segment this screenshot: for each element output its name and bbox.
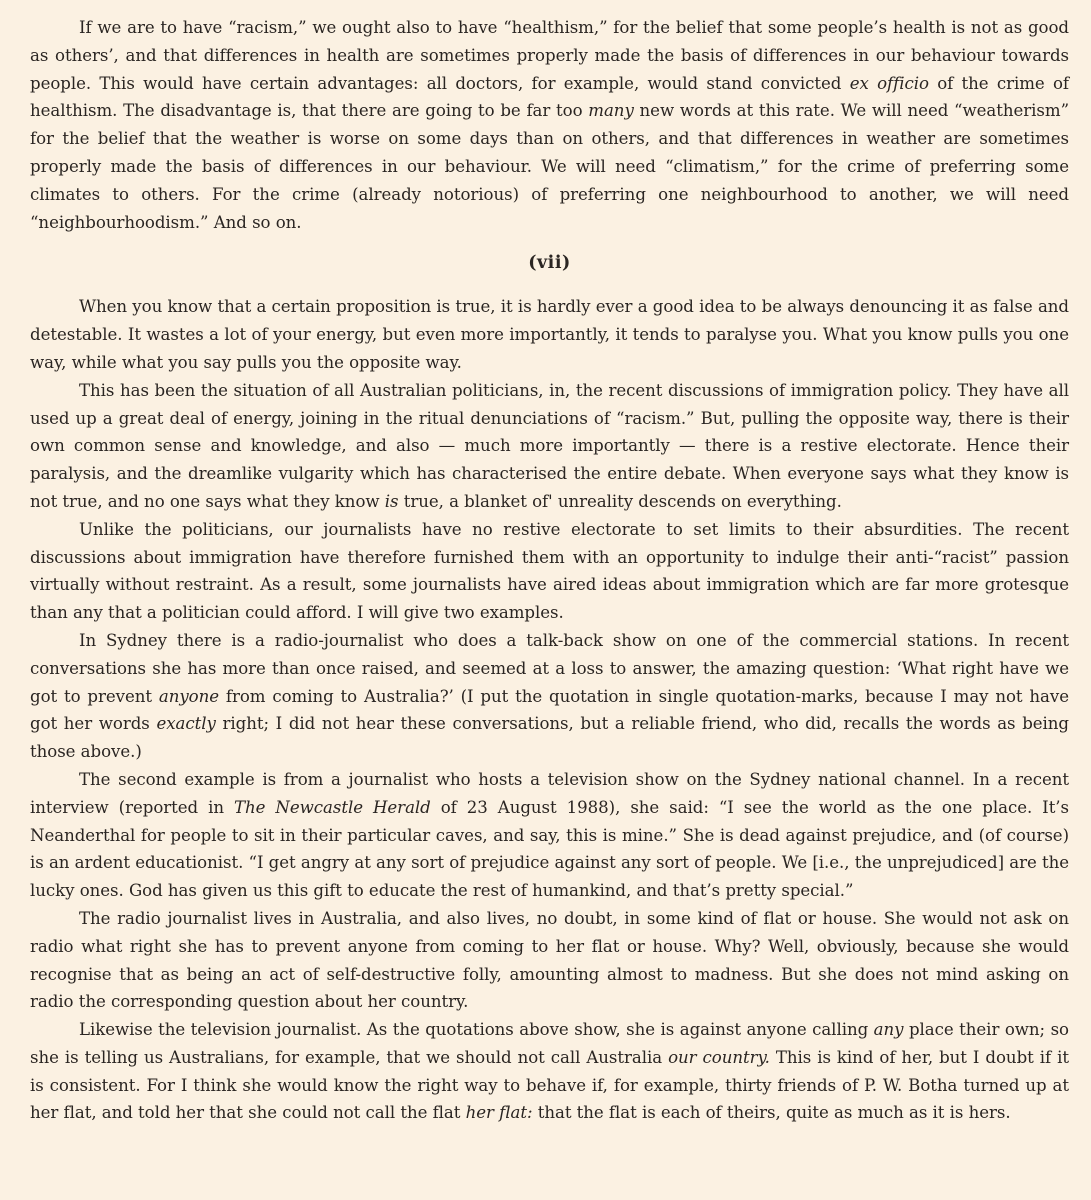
text-run: of the crime of healthism. The disadvantage is, that there are going to be far too	[30, 73, 1070, 121]
text-run: right; I did not hear these conversations, but a reliable friend, who did, recalls the words as being those above.)	[30, 714, 1070, 762]
body-text-after-heading	[30, 293, 1069, 1127]
paragraph	[30, 293, 1069, 376]
italic-text: ex officio	[849, 73, 929, 93]
paragraph	[30, 14, 1069, 236]
text-run: Unlike the politicians, our journalists have no restive electorate to set limits to their absurdities. The recent discussions about immigration have therefore furnished them with an opportunity to indulge their anti-“racist” passion virtually without restraint. As a result, some journalists have aired ideas about immigration which are far more grotesque than any that a politician could afford. I will give two examples.	[30, 519, 1069, 623]
italic-text: our country.	[668, 1047, 770, 1067]
text-run: place their own; so she is telling us Australians, for example, that we should not call Australia	[30, 1020, 1069, 1067]
text-run: from coming to Australia?’ (I put the quotation in single quotation-marks, because I may not have got her words	[30, 686, 1069, 734]
italic-text: anyone	[158, 686, 220, 706]
text-run: When you know that a certain proposition is true, it is hardly ever a good idea to be always denouncing it as false and detestable. It wastes a lot of your energy, but even more importantly, it tends to paralyse you. What you know pulls you one way, while what you say pulls you the opposite way.	[30, 297, 1069, 372]
paragraph	[30, 377, 1069, 516]
italic-text: The Newcastle Herald	[233, 797, 431, 817]
text-run: of 23 August 1988), she said: “I see the world as the one place. It’s Neanderthal for people to sit in their particular caves, and say, this is mine.” She is dead against prejudice, and (of course) is an ardent educationist. “I get angry at any sort of prejudice against any sort of people. We [i.e., the unprejudiced] are the lucky ones. God has given us this gift to educate the rest of humankind, and that’s pretty special.”	[30, 797, 1069, 901]
text-run: true, a blanket of' unreality descends on everything.	[398, 491, 842, 511]
italic-text: any	[873, 1020, 904, 1040]
paragraph	[30, 627, 1069, 766]
italic-text: is	[384, 491, 399, 511]
paragraph	[30, 766, 1069, 905]
italic-text: many	[588, 101, 634, 121]
paragraph	[30, 516, 1069, 627]
italic-text: her flat:	[465, 1103, 533, 1123]
text-run: Likewise the television journalist. As the quotations above show, she is against anyone calling	[79, 1020, 874, 1040]
text-run: In Sydney there is a radio-journalist who does a talk-back show on one of the commercial stations. In recent conversations she has more than once raised, and seemed at a loss to answer, the amazing question: ‘What right have we got to prevent	[30, 630, 1069, 706]
text-run: This is kind of her, but I doubt if it is consistent. For I think she would know the right way to behave if, for example, thirty friends of P. W. Botha turned up at her flat, and told her that she could not call the flat	[30, 1047, 1069, 1123]
italic-text: exactly	[156, 714, 216, 734]
text-run: that the flat is each of theirs, quite as much as it is hers.	[532, 1103, 1011, 1123]
text-run: The radio journalist lives in Australia, and also lives, no doubt, in some kind of flat or house. She would not ask on radio what right she has to prevent anyone from coming to her flat or house. Why? Well, obviously, because she would recognise that as being an act of self-destructive folly, amounting almost to madness. But she does not mind asking on radio the corresponding question about her country.	[30, 908, 1069, 1012]
paragraph	[30, 1016, 1069, 1127]
section-heading: (vii)	[528, 253, 571, 274]
text-run: new words at this rate. We will need “weatherism” for the belief that the weather is worse on some days than on others, and that differences in weather are sometimes properly made the basis of differences in our behaviour. We will need “climatism,” for the crime of preferring some climates to others. For the crime (already notorious) of preferring one neighbourhood to another, we will need “neighbourhoodism.” And so on.	[30, 101, 1070, 232]
body-text-before-heading	[30, 14, 1069, 236]
text-run: This has been the situation of all Australian politicians, in, the recent discussions of immigration policy. They have all used up a great deal of energy, joining in the ritual denunciations of “racism.” But, pulling the opposite way, there is their own common sense and knowledge, and also — much more importantly — there is a restive electorate. Hence their paralysis, and the dreamlike vulgarity which has characterised the entire debate. When everyone says what they know is not true, and no one says what they know	[30, 380, 1069, 511]
text-run: The second example is from a journalist who hosts a television show on the Sydney national channel. In a recent interview (reported in	[30, 769, 1069, 817]
paragraph	[30, 905, 1069, 1016]
text-run: If we are to have “racism,” we ought also to have “healthism,” for the belief that some people’s health is not as good as others’, and that differences in health are sometimes properly made the basis of differences in our behaviour towards people. This would have certain advantages: all doctors, for example, would stand convicted	[30, 18, 1069, 93]
